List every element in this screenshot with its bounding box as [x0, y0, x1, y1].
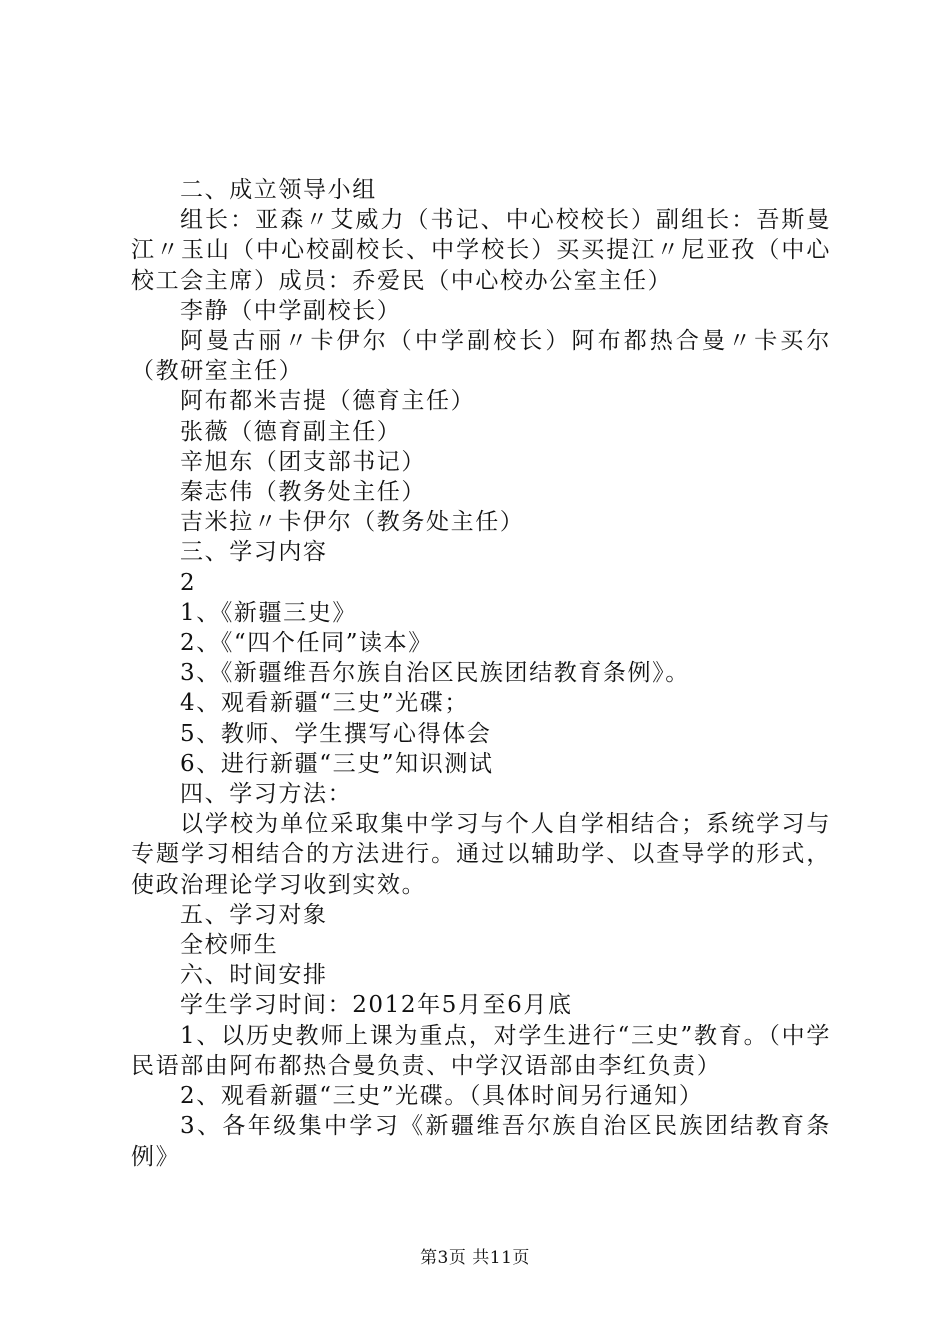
- content-item: 1、《新疆三史》: [180, 599, 357, 626]
- section-heading-method: 四、学习方法：: [180, 781, 353, 808]
- member-item: 吉米拉〃卡伊尔（教务处主任）: [180, 509, 525, 536]
- audience-text: 全校师生: [180, 932, 279, 959]
- member-item: 阿布都米吉提（德育主任）: [180, 388, 476, 415]
- section-heading-leadership: 二、成立领导小组: [180, 177, 377, 203]
- page-number-footer: 第3页 共11页: [420, 1248, 530, 1268]
- schedule-item: 1、以历史教师上课为重点，对学生进行“三史”教育。（中学民语部由阿布都热合曼负责、中学汉语部由李红负责）: [131, 1022, 831, 1079]
- member-item: 张薇（德育副主任）: [180, 418, 402, 445]
- schedule-item: 3、各年级集中学习《新疆维吾尔族自治区民族团结教育条例》: [131, 1113, 831, 1170]
- section-heading-audience: 五、学习对象: [180, 901, 328, 928]
- document-body: [131, 175, 831, 1172]
- member-item: 阿曼古丽〃卡伊尔（中学副校长）阿布都热合曼〃卡买尔（教研室主任）: [131, 328, 831, 385]
- content-item: 2、《“四个任同”读本》: [180, 630, 433, 657]
- content-item: 6、进行新疆“三史”知识测试: [180, 750, 494, 777]
- section-heading-schedule: 六、时间安排: [180, 962, 328, 989]
- member-item: 李静（中学副校长）: [180, 297, 402, 324]
- paragraph-method: 以学校为单位采取集中学习与个人自学相结合；系统学习与专题学习相结合的方法进行。通过以辅助学、以查导学的形式，使政治理论学习收到实效。: [131, 811, 831, 898]
- schedule-item: 2、观看新疆“三史”光碟。（具体时间另行通知）: [180, 1083, 704, 1110]
- content-item: 3、《新疆维吾尔族自治区民族团结教育条例》。: [180, 660, 690, 687]
- section-heading-content: 三、学习内容: [180, 539, 328, 566]
- paragraph-leadership-members: 组长：亚森〃艾威力（书记、中心校校长）副组长：吾斯曼江〃玉山（中心校副校长、中学校长）买买提江〃尼亚孜（中心校工会主席）成员：乔爱民（中心校办公室主任）: [131, 207, 831, 294]
- schedule-period: 学生学习时间：2012年5月至6月底: [180, 992, 573, 1019]
- stray-number: 2: [180, 569, 197, 596]
- member-item: 辛旭东（团支部书记）: [180, 448, 426, 475]
- content-item: 4、观看新疆“三史”光碟；: [180, 690, 469, 717]
- content-item: 5、教师、学生撰写心得体会: [180, 720, 492, 747]
- member-item: 秦志伟（教务处主任）: [180, 479, 426, 506]
